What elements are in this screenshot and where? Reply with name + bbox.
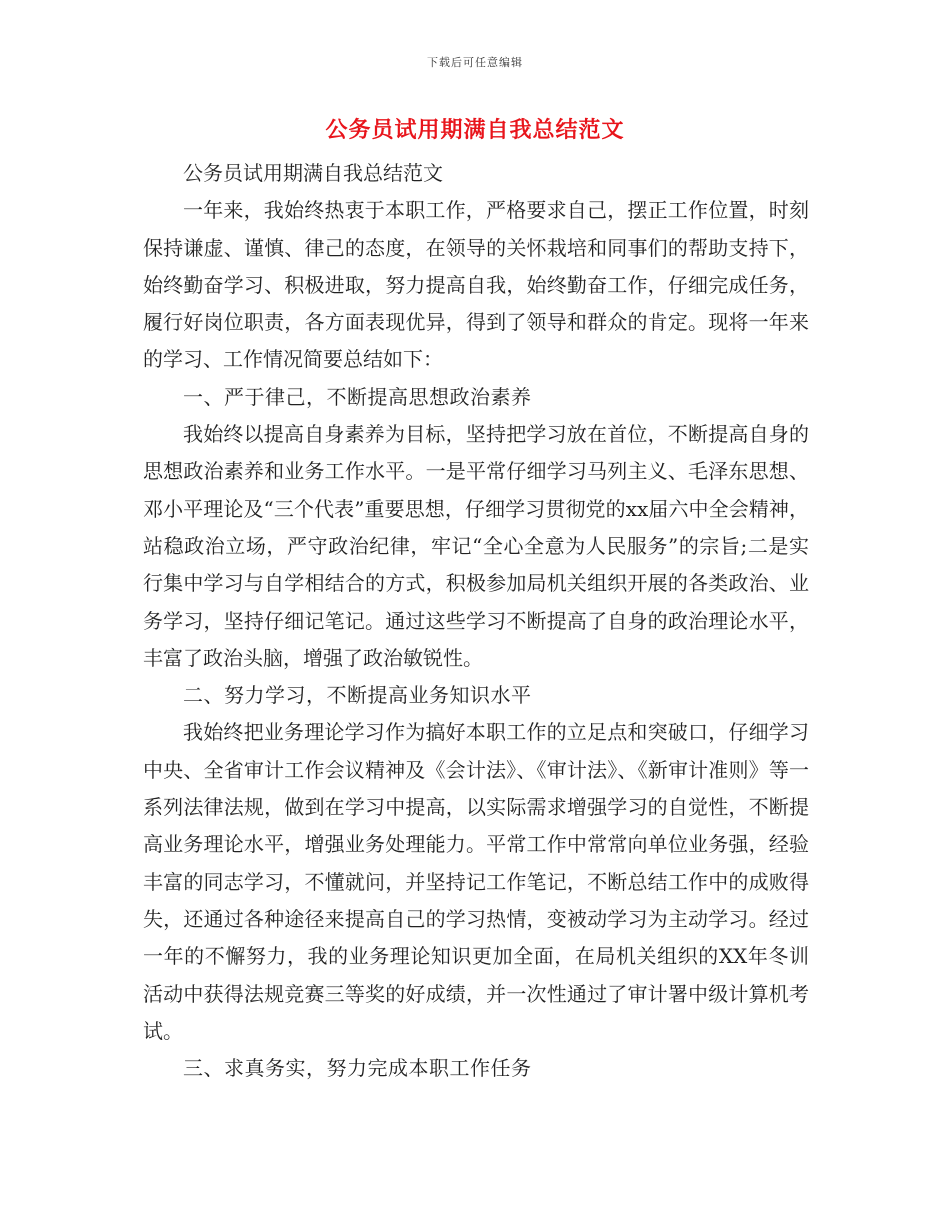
page-header-note: 下载后可任意编辑 (427, 56, 523, 69)
section-2-paragraph: 我始终把业务理论学习作为搞好本职工作的立足点和突破口，仔细学习中央、全省审计工作会议精神及《会计法》、《审计法》、《新审计准则》等一系列法律法规，做到在学习中提高，以实际需求增强学习的自觉性，不断提高业务理论水平，增强业务处理能力。平常工作中常常向单位业务强，经验丰富的同志学习，不懂就问，并坚持记工作笔记，不断总结工作中的成败得失，还通过各种途径来提高自己的学习热情，变被动学习为主动学习。经过一年的不懈努力，我的业务理论知识更加全面，在局机关组织的XX年冬训活动中获得法规竞赛三等奖的好成绩，并一次性通过了审计署中级计算机考试。 (143, 720, 809, 1043)
section-heading-2: 二、努力学习，不断提高业务知识水平 (183, 683, 532, 708)
section-heading-3: 三、求真务实，努力完成本职工作任务 (183, 1056, 532, 1081)
section-heading-1: 一、严于律己，不断提高思想政治素养 (183, 384, 532, 409)
document-body (143, 155, 809, 1087)
subtitle-paragraph: 公务员试用期满自我总结范文 (183, 161, 443, 185)
document-title: 公务员试用期满自我总结范文 (325, 118, 625, 143)
intro-paragraph: 一年来，我始终热衷于本职工作，严格要求自己，摆正工作位置，时刻保持谦虚、谨慎、律己的态度，在领导的关怀栽培和同事们的帮助支持下，始终勤奋学习、积极进取，努力提高自我，始终勤奋工作，仔细完成任务，履行好岗位职责，各方面表现优异，得到了领导和群众的肯定。现将一年来的学习、工作情况简要总结如下： (143, 198, 809, 372)
section-1-paragraph: 我始终以提高自身素养为目标，坚持把学习放在首位，不断提高自身的思想政治素养和业务工作水平。一是平常仔细学习马列主义、毛泽东思想、邓小平理论及“三个代表”重要思想，仔细学习贯彻党的xx届六中全会精神，站稳政治立场，严守政治纪律，牢记“全心全意为人民服务”的宗旨;二是实行集中学习与自学相结合的方式，积极参加局机关组织开展的各类政治、业务学习，坚持仔细记笔记。通过这些学习不断提高了自身的政治理论水平，丰富了政治头脑，增强了政治敏锐性。 (143, 422, 809, 670)
